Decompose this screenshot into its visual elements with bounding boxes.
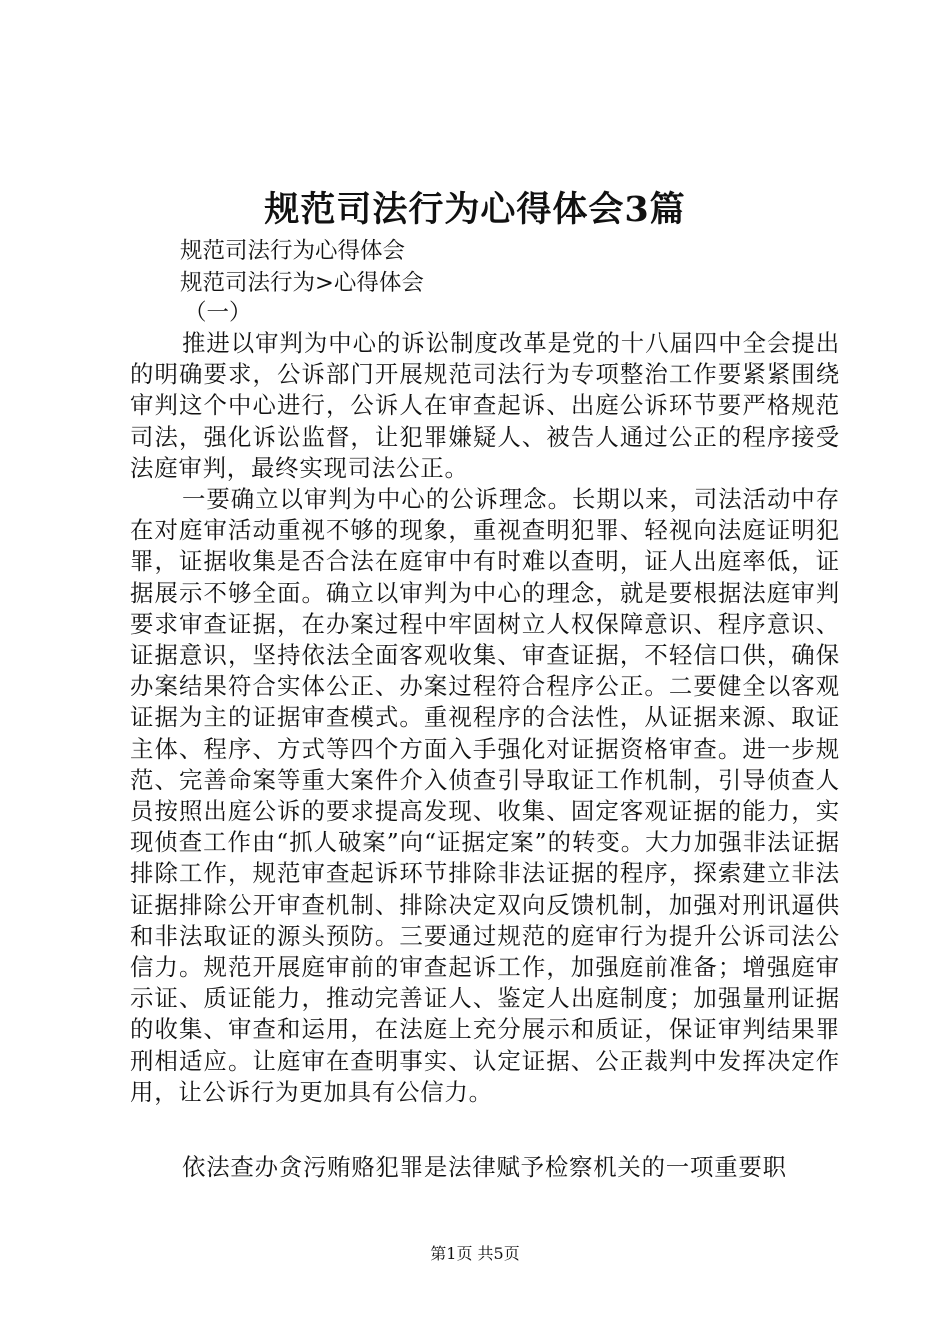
section-number: （一） (184, 300, 252, 326)
paragraph-1: 推进以审判为中心的诉讼制度改革是党的十八届四中全会提出的明确要求，公诉部门开展规范司法行为专项整治工作要紧紧围绕审判这个中心进行，公诉人在审查起诉、出庭公诉环节要严格规范司法，强化诉讼监督，让犯罪嫌疑人、被告人通过公正的程序接受法庭审判，最终实现司法公正。 (130, 329, 840, 482)
paragraph-2: 一要确立以审判为中心的公诉理念。长期以来，司法活动中存在对庭审活动重视不够的现象，重视查明犯罪、轻视向法庭证明犯罪，证据收集是否合法在庭审中有时难以查明，证人出庭率低，证据展示不够全面。确立以审判为中心的理念，就是要根据法庭审判要求审查证据，在办案过程中牢固树立人权保障意识、程序意识、证据意识，坚持依法全面客观收集、审查证据，不轻信口供，确保办案结果符合实体公正、办案过程符合程序公正。二要健全以客观证据为主的证据审查模式。重视程序的合法性，从证据来源、取证主体、程序、方式等四个方面入手强化对证据资格审查。进一步规范、完善命案等重大案件介入侦查引导取证工作机制，引导侦查人员按照出庭公诉的要求提高发现、收集、固定客观证据的能力，实现侦查工作由“抓人破案”向“证据定案”的转变。大力加强非法证据排除工作，规范审查起诉环节排除非法证据的程序，探索建立非法证据排除公开审查机制、排除决定双向反馈机制，加强对刑讯逼供和非法取证的源头预防。三要通过规范的庭审行为提升公诉司法公信力。规范开展庭审前的审查起诉工作，加强庭前准备；增强庭审示证、质证能力，推动完善证人、鉴定人出庭制度；加强量刑证据的收集、审查和运用，在法庭上充分展示和质证，保证审判结果罪刑相适应。让庭审在查明事实、认定证据、公正裁判中发挥决定作用，让公诉行为更加具有公信力。 (130, 485, 840, 1106)
subheading-2: 规范司法行为>心得体会 (180, 270, 424, 296)
document-title: 规范司法行为心得体会3篇 (264, 189, 686, 230)
page-footer: 第1页 共5页 (430, 1244, 520, 1263)
subheading-1: 规范司法行为心得体会 (180, 238, 406, 264)
paragraph-3: 依法查办贪污贿赂犯罪是法律赋予检察机关的一项重要职 (182, 1153, 787, 1181)
